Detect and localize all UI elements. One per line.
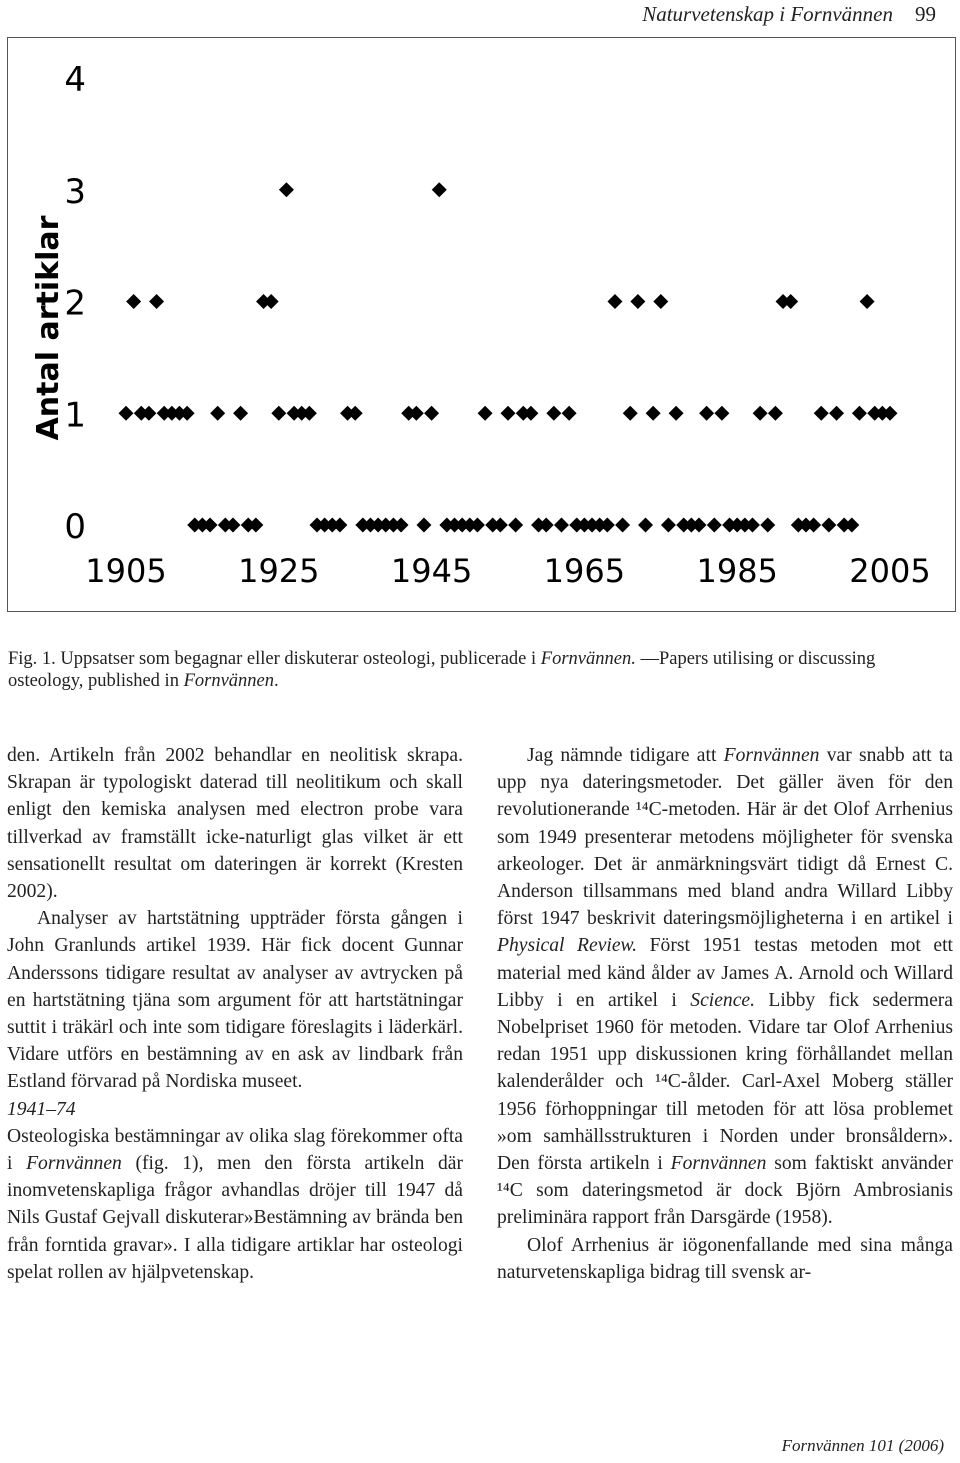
- x-tick-label: 1965: [543, 552, 626, 590]
- y-tick-label: 0: [64, 507, 86, 547]
- data-point: [829, 406, 844, 421]
- data-point: [523, 406, 538, 421]
- data-point: [669, 406, 684, 421]
- data-point: [753, 406, 768, 421]
- data-point: [302, 406, 317, 421]
- data-point: [180, 406, 195, 421]
- data-point: [409, 406, 424, 421]
- data-point: [478, 406, 493, 421]
- journal-section-title: Naturvetenskap i Fornvännen: [642, 2, 893, 26]
- data-point: [883, 406, 898, 421]
- caption-text: Fig. 1. Uppsatser som begagnar eller diskuterar osteologi, publicerade i: [8, 649, 541, 669]
- left-column: [7, 742, 463, 1286]
- figure-caption: [8, 648, 938, 692]
- data-point: [814, 406, 829, 421]
- paragraph: Osteologiska bestämningar av olika slag förekommer ofta i Fornvännen (fig. 1), men den första artikeln där inomvetenskapliga frågor avhandlas dröjer till 1947 då Nils Gustaf Gejvall diskuterar»Bestämning av brända ben från forntida gravar». I alla tidigare artiklar har osteologi spelat rollen av hjälpvetenskap.: [7, 1125, 464, 1283]
- data-point: [860, 294, 875, 309]
- data-point: [225, 518, 240, 533]
- data-point: [332, 518, 347, 533]
- y-tick-label: 3: [64, 171, 86, 212]
- data-point: [699, 406, 714, 421]
- caption-text-en: —Papers utilising or discussing osteology, published in: [8, 649, 876, 691]
- section-heading: 1941–74: [7, 1098, 76, 1120]
- data-point: [424, 406, 439, 421]
- data-point: [539, 518, 554, 533]
- data-point: [615, 518, 630, 533]
- x-tick-label: 1905: [85, 552, 167, 590]
- data-point: [554, 518, 569, 533]
- data-point: [233, 406, 248, 421]
- page-number: 99: [915, 2, 936, 26]
- data-point: [416, 518, 431, 533]
- data-point: [661, 518, 676, 533]
- caption-journal-name: Fornvännen.: [540, 649, 636, 669]
- y-tick-label: 2: [64, 283, 86, 324]
- y-tick-label: 4: [64, 60, 86, 100]
- paragraph: den. Artikeln från 2002 behandlar en neolitisk skrapa. Skrapan är typologiskt daterad till neolitikum och skall enligt den kemiska analysen med electron probe vara tillverkad av framställt icke-naturligt glas vilket är ett sensationellt resultat om dateringen är korrekt (Kresten 2002).: [7, 745, 463, 903]
- data-point: [271, 406, 286, 421]
- data-point: [141, 406, 156, 421]
- data-point: [600, 518, 615, 533]
- data-point: [279, 182, 294, 197]
- data-point: [768, 406, 783, 421]
- caption-journal-name-en: Fornvännen: [183, 671, 275, 691]
- data-point: [623, 406, 638, 421]
- data-point: [562, 406, 577, 421]
- right-column: [497, 742, 953, 1286]
- data-point: [394, 518, 409, 533]
- data-point: [646, 406, 661, 421]
- data-point: [783, 294, 798, 309]
- data-point: [607, 294, 622, 309]
- data-point: [692, 518, 707, 533]
- data-point: [745, 518, 760, 533]
- data-point: [821, 518, 836, 533]
- data-point: [546, 406, 561, 421]
- data-point: [264, 294, 279, 309]
- running-head: [642, 2, 936, 27]
- data-point: [470, 518, 485, 533]
- data-point: [210, 406, 225, 421]
- data-point: [806, 518, 821, 533]
- data-point: [844, 518, 859, 533]
- data-point: [248, 518, 263, 533]
- data-point: [149, 294, 164, 309]
- data-point: [638, 518, 653, 533]
- data-point: [852, 406, 867, 421]
- y-tick-label: 1: [64, 395, 86, 436]
- data-point: [432, 182, 447, 197]
- data-point: [508, 518, 523, 533]
- data-point: [119, 406, 134, 421]
- scatter-chart: [8, 38, 957, 613]
- data-point: [630, 294, 645, 309]
- x-tick-label: 1985: [696, 552, 778, 590]
- data-point: [493, 518, 508, 533]
- data-point: [203, 518, 218, 533]
- data-point: [348, 406, 363, 421]
- caption-suffix: .: [274, 671, 279, 691]
- data-point: [653, 294, 668, 309]
- y-axis-label: Antal artiklar: [31, 215, 66, 441]
- data-point: [714, 406, 729, 421]
- paragraph: Jag nämnde tidigare att Fornvännen var snabb att ta upp nya dateringsmetoder. Det gäller även för den revolutionerande ¹⁴C-metoden. Här är det Olof Arrhenius som 1949 presenterar metodens möjligheter för svenska arkeologer. Det är anmärkningsvärt tidigt då Ernest C. Anderson tillsammans med bland andra Willard Libby först 1947 beskrivit dateringsmöjligheterna i en artikel i Physical Review. Först 1951 testas metoden mot ett material med känd ålder av James A. Arnold och Willard Libby i en artikel i Science. Libby fick sedermera Nobelpriset 1960 för metoden. Vidare tar Olof Arrhenius redan 1951 upp diskussionen kring förhållandet mellan kalenderålder och ¹⁴C-ålder. Carl-Axel Moberg ställer 1956 förhoppningar till metoden för att lösa problemet »om samhällsstrukturen i Norden under bronsåldern». Den första artikeln i Fornvännen som faktiskt använder ¹⁴C som dateringsmetod är dock Björn Ambrosianis preliminära rapport från Darsgärde (1958).: [497, 745, 954, 1229]
- data-point: [126, 294, 141, 309]
- x-tick-label: 2005: [849, 552, 931, 590]
- figure-chart-frame: [7, 37, 956, 612]
- x-tick-label: 1925: [238, 552, 320, 590]
- page-footer: Fornvännen 101 (2006): [781, 1436, 944, 1455]
- data-point: [501, 406, 516, 421]
- data-point: [707, 518, 722, 533]
- paragraph: Analyser av hartstätning uppträder första gången i John Granlunds artikel 1939. Här fick docent Gunnar Anderssons tidigare resultat av analyser av avtrycken på en hartstätning tjäna som argument för att hartstätningar suttit i träkärl och inte som tidigare föreslagits i läderkärl. Vidare utförs en bestämning av en ask av lindbark från Estland förvarad på Nordiska museet.: [7, 908, 463, 1093]
- data-point: [760, 518, 775, 533]
- paragraph: Olof Arrhenius är iögonenfallande med sina många naturvetenskapliga bidrag till svensk ar-: [497, 1234, 953, 1283]
- x-tick-label: 1945: [390, 552, 473, 590]
